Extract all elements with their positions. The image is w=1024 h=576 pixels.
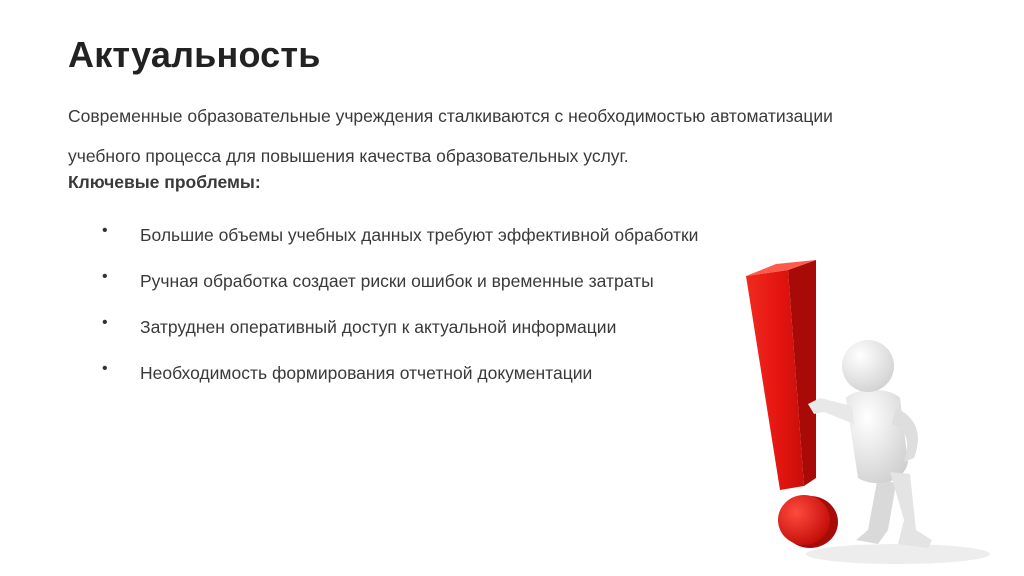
intro-paragraph [68,96,968,176]
key-problems-heading: Ключевые проблемы: [68,172,261,192]
list-item-text: Большие объемы учебных данных требуют эффективной обработки [140,225,699,245]
exclamation-mark-with-figure-icon [728,248,998,572]
figure-torso [846,390,908,483]
shadow-shape [806,544,990,564]
bullet-icon: • [102,268,108,285]
list-item-text: Затруднен оперативный доступ к актуальной информации [140,317,617,337]
intro-line: Современные образовательные учреждения сталкиваются с необходимостью автоматизации [68,106,833,126]
figure-back-leg [856,476,896,544]
intro-line: учебного процесса для повышения качества образовательных услуг. [68,146,629,166]
exclamation-dot [778,495,830,545]
slide-title: Актуальность [68,34,321,75]
bullet-icon: • [102,360,108,377]
figure-front-leg [890,472,932,548]
figure-head [842,340,894,392]
bullet-icon: • [102,314,108,331]
list-item-text: Необходимость формирования отчетной документации [140,363,593,383]
list-item-text: Ручная обработка создает риски ошибок и временные затраты [140,271,654,291]
bullet-icon: • [102,222,108,239]
